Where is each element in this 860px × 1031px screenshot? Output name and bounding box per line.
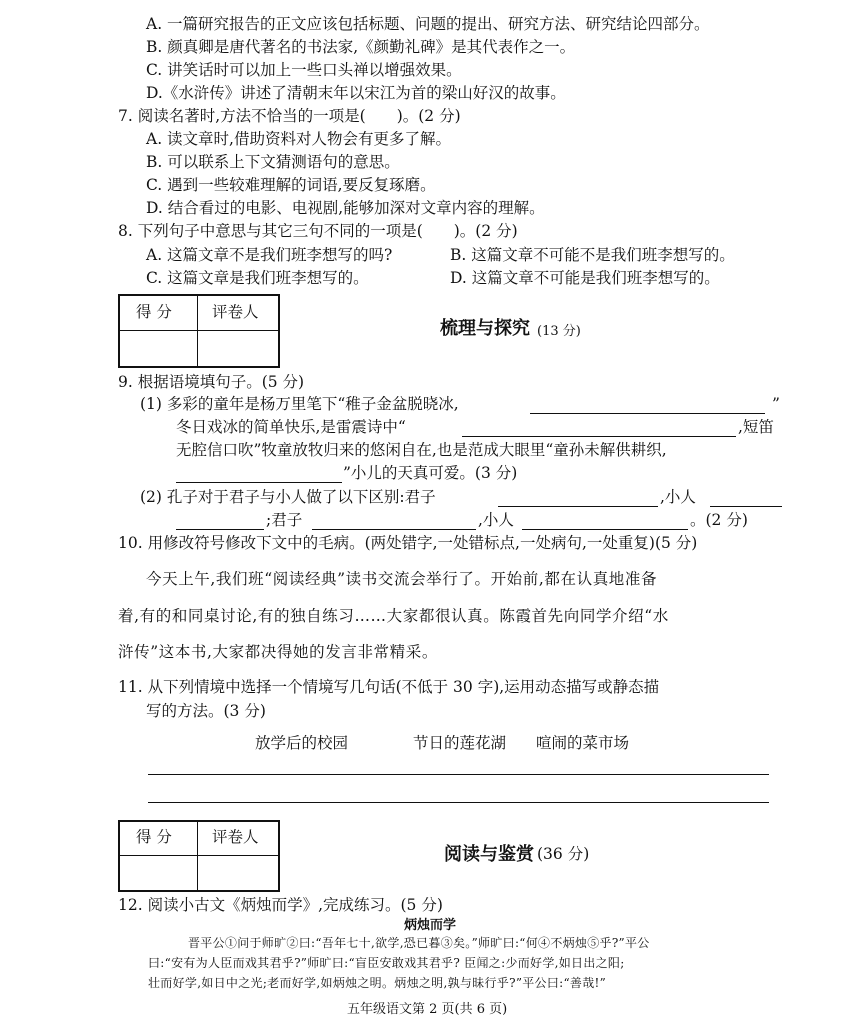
q6-option-a: A. 一篇研究报告的正文应该包括标题、问题的提出、研究方法、研究结论四部分。	[146, 15, 710, 33]
passage-line2: 曰:“安有为人臣而戏其君乎?”师旷曰:“盲臣安敢戏其君乎? 臣闻之:少而好学,如日出之阳;	[148, 956, 625, 970]
section-points: (13 分)	[537, 324, 581, 339]
q7-option-c: C. 遇到一些较难理解的词语,要反复琢磨。	[146, 176, 436, 194]
q8-option-d: D. 这篇文章不可能是我们班李想写的。	[450, 269, 720, 287]
q9-part1-quote: ”	[772, 395, 780, 413]
q6-option-b: B. 颜真卿是唐代著名的书法家,《颜勤礼碑》是其代表作之一。	[146, 38, 576, 56]
passage-title: 炳烛而学	[404, 918, 457, 933]
answer-line[interactable]	[148, 802, 769, 803]
score-box-divider	[120, 855, 278, 856]
q9-part2-xiaoren: ,小人	[660, 488, 696, 506]
q10-passage-line1: 今天上午,我们班“阅读经典”读书交流会举行了。开始前,都在认真地准备	[146, 570, 658, 588]
q7-option-b: B. 可以联系上下文猜测语句的意思。	[146, 153, 400, 171]
q8-option-a: A. 这篇文章不是我们班李想写的吗?	[146, 246, 393, 264]
q10-stem: 10. 用修改符号修改下文中的毛病。(两处错字,一处错标点,一处病句,一处重复)(5 分)	[118, 534, 698, 552]
fill-blank[interactable]	[498, 506, 658, 507]
q9-part1-line1: (1) 多彩的童年是杨万里笔下“稚子金盆脱晓冰,	[140, 395, 459, 413]
section-points: (36 分)	[537, 845, 590, 863]
q9-part1-line3: 无腔信口吹”牧童放牧归来的悠闲自在,也是范成大眼里“童孙未解供耕织,	[176, 441, 667, 459]
page-footer: 五年级语文第 2 页(共 6 页)	[347, 1002, 508, 1017]
score-box-divider	[120, 330, 278, 331]
q6-option-c: C. 讲笑话时可以加上一些口头禅以增强效果。	[146, 61, 462, 79]
fill-blank[interactable]	[710, 506, 782, 507]
answer-line[interactable]	[148, 774, 769, 775]
fill-blank[interactable]	[462, 436, 736, 437]
fill-blank[interactable]	[522, 529, 688, 530]
fill-blank[interactable]	[312, 529, 476, 530]
q10-passage-line2: 着,有的和同桌讨论,有的独自练习……大家都很认真。陈霞首先向同学介绍“水	[118, 607, 669, 625]
q9-part1-line2: 冬日戏冰的简单快乐,是雷震诗中“	[176, 418, 406, 436]
q10-passage-line3: 浒传”这本书,大家都决得她的发言非常精采。	[118, 643, 438, 661]
q11-stem-line1: 11. 从下列情境中选择一个情境写几句话(不低于 30 字),运用动态描写或静态描	[118, 678, 660, 696]
q7-option-d: D. 结合看过的电影、电视剧,能够加深对文章内容的理解。	[146, 199, 545, 217]
passage-line1: 晋平公①问于师旷②曰:“吾年七十,欲学,恐已暮③矣。”师旷曰:“何④不炳烛⑤乎?”平公	[188, 936, 650, 950]
grader-label: 评卷人	[212, 828, 259, 846]
passage-line3: 壮而好学,如日中之光;老而好学,如炳烛之明。炳烛之明,孰与昧行乎?”平公曰:“善哉!”	[148, 976, 607, 990]
q11-option-2: 节日的莲花湖	[413, 734, 507, 752]
q9-part2-xiaoren2: ,小人	[478, 511, 514, 529]
q7-stem: 7. 阅读名著时,方法不恰当的一项是( )。(2 分)	[118, 107, 461, 125]
q11-stem-line2: 写的方法。(3 分)	[146, 702, 266, 720]
score-box-divider	[197, 822, 198, 890]
score-label: 得 分	[136, 828, 172, 846]
q11-option-3: 喧闹的菜市场	[536, 734, 630, 752]
fill-blank[interactable]	[176, 482, 342, 483]
q8-stem: 8. 下列句子中意思与其它三句不同的一项是( )。(2 分)	[118, 222, 518, 240]
q7-option-a: A. 读文章时,借助资料对人物会有更多了解。	[146, 130, 451, 148]
q9-stem: 9. 根据语境填句子。(5 分)	[118, 373, 305, 391]
q9-part2-line1: (2) 孔子对于君子与小人做了以下区别:君子	[140, 488, 436, 506]
q9-part1-line4: ”小儿的天真可爱。(3 分)	[343, 464, 518, 482]
score-box-divider	[197, 296, 198, 366]
q8-option-b: B. 这篇文章不可能不是我们班李想写的。	[450, 246, 735, 264]
section-title: 阅读与鉴赏	[444, 844, 534, 865]
q9-part2-end: 。(2 分)	[690, 511, 748, 529]
q9-part1-line2-end: ,短笛	[738, 418, 774, 436]
grader-label: 评卷人	[212, 303, 259, 321]
q11-option-1: 放学后的校园	[255, 734, 349, 752]
q6-option-d: D.《水浒传》讲述了清朝末年以宋江为首的梁山好汉的故事。	[146, 84, 566, 102]
fill-blank[interactable]	[176, 529, 264, 530]
q8-option-c: C. 这篇文章是我们班李想写的。	[146, 269, 369, 287]
section-title: 梳理与探究	[440, 318, 530, 339]
q9-part2-junzi: ;君子	[266, 511, 303, 529]
fill-blank[interactable]	[530, 413, 765, 414]
q12-stem: 12. 阅读小古文《炳烛而学》,完成练习。(5 分)	[118, 896, 443, 914]
score-label: 得 分	[136, 303, 172, 321]
